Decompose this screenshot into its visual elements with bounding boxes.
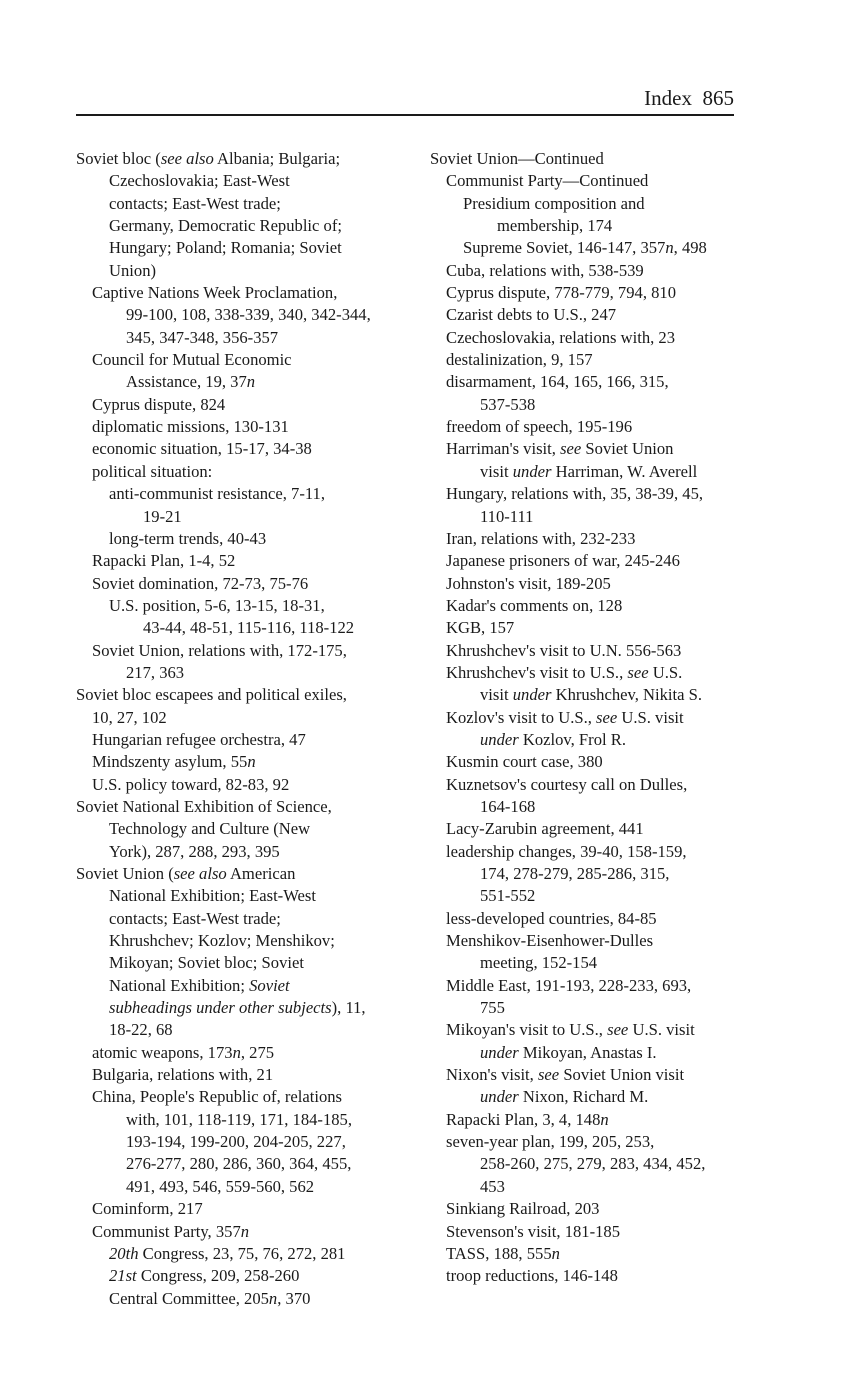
index-line: freedom of speech, 195-196 [446, 417, 633, 437]
index-line: 110-111 [480, 506, 534, 526]
index-line: Kozlov's visit to U.S., see U.S. visit [446, 707, 684, 727]
index-line: Communist Party—Continued [446, 171, 649, 191]
index-line: Menshikov-Eisenhower-Dulles [446, 931, 654, 951]
index-line: long-term trends, 40-43 [109, 528, 267, 548]
index-line: under Nixon, Richard M. [480, 1087, 649, 1107]
index-line: TASS, 188, 555n [446, 1243, 560, 1263]
index-line: Supreme Soviet, 146-147, 357n, 498 [463, 238, 707, 258]
index-line: troop reductions, 146-148 [446, 1266, 618, 1286]
index-line: Soviet Union, relations with, 172-175, [92, 640, 347, 660]
index-line: 164-168 [480, 796, 536, 816]
index-line: disarmament, 164, 165, 166, 315, [446, 372, 669, 392]
index-line: Mikoyan's visit to U.S., see U.S. visit [446, 1020, 695, 1040]
index-line: 21st Congress, 209, 258-260 [109, 1266, 300, 1286]
index-line: 18-22, 68 [109, 1020, 173, 1040]
running-head [76, 84, 734, 116]
index-line: 258-260, 275, 279, 283, 434, 452, [480, 1154, 706, 1174]
index-line: 19-21 [143, 506, 182, 526]
page-number: 865 [702, 86, 734, 110]
index-line: 551-552 [480, 886, 536, 906]
index-line: Hungary; Poland; Romania; Soviet [109, 238, 342, 258]
index-line: Presidium composition and [463, 193, 645, 213]
index-line: National Exhibition; Soviet [109, 975, 290, 995]
index-line: Hungary, relations with, 35, 38-39, 45, [446, 484, 704, 504]
index-line: political situation: [92, 461, 213, 481]
index-line: Cominform, 217 [92, 1199, 203, 1219]
index-line: destalinization, 9, 157 [446, 350, 593, 370]
index-line: Union) [109, 260, 157, 280]
index-line: with, 101, 118-119, 171, 184-185, [126, 1109, 353, 1129]
index-line: 453 [480, 1176, 505, 1196]
index-line: membership, 174 [497, 216, 613, 236]
index-line: China, People's Republic of, relations [92, 1087, 343, 1107]
index-line: Soviet Union (see also American [76, 864, 296, 883]
index-line: Iran, relations with, 232-233 [446, 528, 636, 548]
index-line: Lacy-Zarubin agreement, 441 [446, 819, 644, 839]
index-line: Soviet domination, 72-73, 75-76 [92, 573, 309, 593]
index-line: Rapacki Plan, 3, 4, 148n [446, 1109, 609, 1129]
index-line: York), 287, 288, 293, 395 [109, 841, 280, 861]
index-line: visit under Khrushchev, Nikita S. [480, 685, 703, 705]
index-line: Hungarian refugee orchestra, 47 [92, 729, 306, 749]
index-line: U.S. position, 5-6, 13-15, 18-31, [109, 595, 325, 615]
index-line: U.S. policy toward, 82-83, 92 [92, 774, 290, 794]
index-line: subheadings under other subjects), 11, [109, 998, 366, 1018]
index-line: Japanese prisoners of war, 245-246 [446, 551, 680, 571]
index-line: KGB, 157 [446, 618, 515, 638]
index-line: Rapacki Plan, 1-4, 52 [92, 551, 236, 571]
index-line: meeting, 152-154 [480, 953, 598, 973]
index-line: Cyprus dispute, 824 [92, 394, 226, 414]
index-line: leadership changes, 39-40, 158-159, [446, 841, 687, 861]
index-line: Kusmin court case, 380 [446, 752, 603, 772]
index-column-right [430, 148, 740, 1288]
index-line: 193-194, 199-200, 204-205, 227, [126, 1132, 346, 1152]
index-line: Technology and Culture (New [109, 819, 311, 839]
index-line: seven-year plan, 199, 205, 253, [446, 1132, 655, 1152]
index-line: under Mikoyan, Anastas I. [480, 1042, 657, 1062]
index-line: anti-communist resistance, 7-11, [109, 484, 325, 504]
index-line: 345, 347-348, 356-357 [126, 327, 279, 347]
index-line: Council for Mutual Economic [92, 350, 292, 370]
index-line: Mindszenty asylum, 55n [92, 752, 256, 772]
section-title: Index [644, 86, 692, 110]
index-line: 217, 363 [126, 662, 185, 682]
index-line: 43-44, 48-51, 115-116, 118-122 [143, 618, 355, 638]
index-line: Soviet National Exhibition of Science, [76, 796, 332, 816]
index-line: Nixon's visit, see Soviet Union visit [446, 1065, 685, 1085]
index-line: Middle East, 191-193, 228-233, 693, [446, 975, 692, 995]
index-line: Czechoslovakia, relations with, 23 [446, 327, 676, 347]
index-line: Central Committee, 205n, 370 [109, 1288, 311, 1308]
index-line: Bulgaria, relations with, 21 [92, 1065, 274, 1085]
index-line: 10, 27, 102 [92, 707, 167, 727]
index-line: 174, 278-279, 285-286, 315, [480, 864, 670, 883]
index-line: Khrushchev's visit to U.S., see U.S. [446, 662, 683, 682]
index-line: Assistance, 19, 37n [126, 372, 256, 392]
index-line: visit under Harriman, W. Averell [480, 461, 698, 481]
index-line: Germany, Democratic Republic of; [109, 216, 342, 236]
index-line: Kadar's comments on, 128 [446, 595, 623, 615]
index-line: Mikoyan; Soviet bloc; Soviet [109, 953, 304, 973]
index-line: Cyprus dispute, 778-779, 794, 810 [446, 283, 677, 303]
index-line: economic situation, 15-17, 34-38 [92, 439, 312, 459]
index-line: contacts; East-West trade; [109, 193, 281, 213]
index-line: Khrushchev's visit to U.N. 556-563 [446, 640, 682, 660]
index-line: contacts; East-West trade; [109, 908, 281, 928]
index-line: 99-100, 108, 338-339, 340, 342-344, [126, 305, 371, 325]
index-line: Cuba, relations with, 538-539 [446, 260, 644, 280]
index-line: atomic weapons, 173n, 275 [92, 1042, 275, 1062]
running-head-text [644, 86, 734, 111]
index-line: Czechoslovakia; East-West [109, 171, 290, 191]
index-line: 20th Congress, 23, 75, 76, 272, 281 [109, 1243, 346, 1263]
index-line: Communist Party, 357n [92, 1221, 250, 1241]
index-line: Captive Nations Week Proclamation, [92, 283, 338, 303]
index-line: diplomatic missions, 130-131 [92, 417, 289, 437]
index-line: less-developed countries, 84-85 [446, 908, 657, 928]
index-line: National Exhibition; East-West [109, 886, 316, 906]
index-line: Sinkiang Railroad, 203 [446, 1199, 600, 1219]
index-line: under Kozlov, Frol R. [480, 729, 626, 749]
index-line: Harriman's visit, see Soviet Union [446, 439, 674, 459]
index-line: Czarist debts to U.S., 247 [446, 305, 617, 325]
index-column-left [76, 148, 394, 1310]
index-line: Soviet Union—Continued [430, 149, 604, 168]
index-line: Soviet bloc escapees and political exiles, [76, 685, 347, 705]
index-line: Khrushchev; Kozlov; Menshikov; [109, 931, 335, 951]
index-line: 755 [480, 998, 505, 1018]
index-line: 276-277, 280, 286, 360, 364, 455, [126, 1154, 352, 1174]
index-line: 537-538 [480, 394, 536, 414]
index-line: Soviet bloc (see also Albania; Bulgaria; [76, 149, 341, 168]
index-line: Johnston's visit, 189-205 [446, 573, 611, 593]
index-line: Stevenson's visit, 181-185 [446, 1221, 620, 1241]
index-line: Kuznetsov's courtesy call on Dulles, [446, 774, 688, 794]
index-line: 491, 493, 546, 559-560, 562 [126, 1176, 315, 1196]
